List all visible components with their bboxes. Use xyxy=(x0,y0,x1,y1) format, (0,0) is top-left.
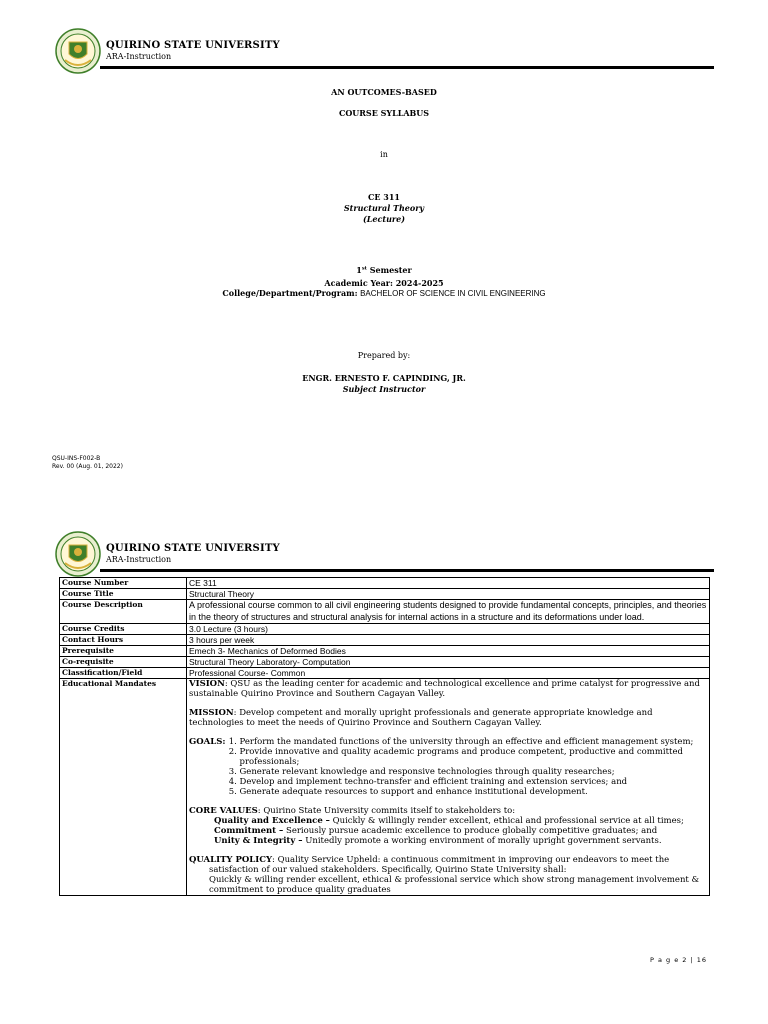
syllabus-table xyxy=(59,577,710,896)
table-row xyxy=(60,657,710,668)
list-item: 4. Develop and implement techno-transfer and efficient training and extension services; and xyxy=(240,777,707,787)
cover-line2: COURSE SYLLABUS xyxy=(338,108,430,118)
university-name: QUIRINO STATE UNIVERSITY xyxy=(106,40,280,51)
goals: GOALS: 1. Perform the mandated functions of the university through an effective and efficient management system; 2. Provide innovative and quality academic programs and produce competent, productive and committed professionals; 3. Generate relevant knowledge and responsive technologies through quality researches; 4. Develop and implement techno-transfer and efficient training and extension services; and 5. Generate adequate resources to support and enhance institutional development. xyxy=(189,737,707,797)
university-seal-logo xyxy=(55,531,101,577)
row-value: 3 hours per week xyxy=(187,635,710,646)
academic-year: Academic Year: 2024-2025 xyxy=(324,278,444,288)
core-values: CORE VALUES: Quirino State University commits itself to stakeholders to: Quality and Excellence – Quickly & willingly render excellent, ethical and professional service at all times; Commitment – Seriously pursue academic excellence to produce globally competitive graduates; and Unity & Integrity – Unitedly promote a working environment of morally upright government servants. xyxy=(189,806,707,846)
course-code: CE 311 xyxy=(368,192,400,202)
table-row xyxy=(60,668,710,679)
revision: Rev. 00 (Aug. 01, 2022) xyxy=(52,463,123,470)
vision: VISION: QSU as the leading center for academic and technological excellence and prime catalyst for progressive and sustainable Quirino Province and Southern Cagayan Valley. xyxy=(189,679,700,699)
header-divider xyxy=(100,569,714,572)
row-label: Prerequisite xyxy=(60,646,187,657)
row-value: A professional course common to all civil engineering students designed to provide fundamental concepts, principles, and theories in the theory of structures and structural analysis for internal actions in a structure and its deformations under load. xyxy=(187,600,710,624)
semester: 1st Semester xyxy=(356,265,412,275)
row-value: Emech 3- Mechanics of Deformed Bodies xyxy=(187,646,710,657)
goals-list xyxy=(226,737,707,797)
course-type: (Lecture) xyxy=(363,214,405,224)
row-label: Educational Mandates xyxy=(60,679,187,896)
table-row xyxy=(60,624,710,635)
educational-mandates xyxy=(187,679,710,896)
table-row xyxy=(60,600,710,624)
list-item: 3. Generate relevant knowledge and responsive technologies through quality researches; xyxy=(240,767,707,777)
cover-line1: AN OUTCOMES-BASED xyxy=(331,87,437,97)
table-row xyxy=(60,589,710,600)
list-item: Quality and Excellence – Quickly & willingly render excellent, ethical and professional service at all times; xyxy=(214,816,684,826)
list-item: Unity & Integrity – Unitedly promote a working environment of morally upright government servants. xyxy=(214,836,662,846)
row-value: Structural Theory xyxy=(187,589,710,600)
row-value: 3.0 Lecture (3 hours) xyxy=(187,624,710,635)
row-label: Contact Hours xyxy=(60,635,187,646)
table-row xyxy=(60,635,710,646)
quality-policy: QUALITY POLICY: Quality Service Upheld: a continuous commitment in improving our endeavors to meet the satisfaction of our valued stakeholders. Specifically, Quirino State University shall: Quickly & willing render excellent, ethical & professional service which show strong management involvement & commitment to produce quality graduates xyxy=(189,855,700,895)
instructor-role: Subject Instructor xyxy=(342,384,426,394)
row-label: Course Credits xyxy=(60,624,187,635)
prepared-by: Prepared by: xyxy=(357,351,411,360)
header-divider xyxy=(100,66,714,69)
row-label: Co-requisite xyxy=(60,657,187,668)
row-label: Course Description xyxy=(60,600,187,624)
mission: MISSION: Develop competent and morally upright professionals and generate appropriate knowledge and technologies to meet the needs of Quirino Province and Southern Cagayan Valley. xyxy=(189,708,653,728)
university-seal-logo xyxy=(55,28,101,74)
course-title: Structural Theory xyxy=(343,203,425,213)
row-value: CE 311 xyxy=(187,578,710,589)
list-item: 2. Provide innovative and quality academic programs and produce competent, productive and committed professionals; xyxy=(240,747,707,767)
table-row xyxy=(60,646,710,657)
program-line: College/Department/Program: BACHELOR OF SCIENCE IN CIVIL ENGINEERING xyxy=(222,288,546,298)
table-row xyxy=(60,679,710,896)
table-row xyxy=(60,578,710,589)
form-code: QSU-INS-F002-B xyxy=(52,455,101,462)
office-name: ARA-Instruction xyxy=(106,555,172,564)
cover-in: in xyxy=(380,150,388,159)
row-label: Course Title xyxy=(60,589,187,600)
row-label: Course Number xyxy=(60,578,187,589)
row-value: Professional Course- Common xyxy=(187,668,710,679)
list-item: 5. Generate adequate resources to support and enhance institutional development. xyxy=(240,787,707,797)
list-item: Commitment – Seriously pursue academic excellence to produce globally competitive graduates; and xyxy=(214,826,658,836)
row-label: Classification/Field xyxy=(60,668,187,679)
list-item: 1. Perform the mandated functions of the university through an effective and efficient management system; xyxy=(240,737,707,747)
row-value: Structural Theory Laboratory- Computation xyxy=(187,657,710,668)
instructor-name: ENGR. ERNESTO F. CAPINDING, JR. xyxy=(302,373,466,383)
page-number: P a g e 2 | 16 xyxy=(650,956,708,964)
office-name: ARA-Instruction xyxy=(106,52,172,61)
university-name: QUIRINO STATE UNIVERSITY xyxy=(106,543,280,554)
